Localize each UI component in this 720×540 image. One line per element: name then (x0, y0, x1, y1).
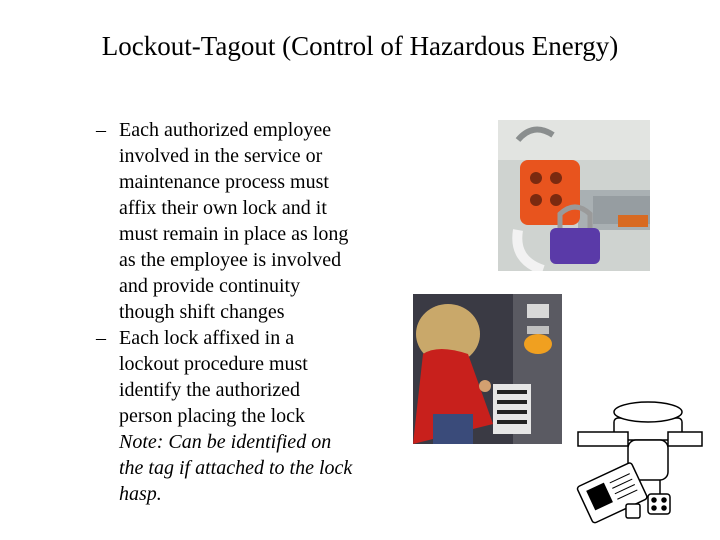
bullet-list (96, 117, 416, 507)
bullet-dash: – (96, 327, 106, 349)
bullet-line: involved in the service or (119, 145, 323, 167)
note-line: the tag if attached to the lock (119, 457, 353, 479)
note-line: Note: Can be identified on (119, 431, 332, 453)
bullet-line: lockout procedure must (119, 353, 308, 375)
note-line: hasp. (119, 483, 162, 505)
bullet-line: Each authorized employee (119, 119, 332, 141)
bullet-line: affix their own lock and it (119, 197, 327, 219)
lockout-hasp-photo (498, 120, 650, 271)
bullet-line: must remain in place as long (119, 223, 349, 245)
bullet-item (96, 325, 416, 429)
bullet-line: identify the authorized (119, 379, 301, 401)
valve-lockout-clipart (570, 396, 708, 526)
bullet-line: and provide continuity (119, 275, 301, 297)
bullet-line: though shift changes (119, 301, 285, 323)
bullet-dash: – (96, 119, 106, 141)
worker-tag-photo (413, 294, 562, 444)
bullet-line: person placing the lock (119, 405, 306, 427)
slide-title: Lockout-Tagout (Control of Hazardous Energy) (101, 31, 619, 61)
bullet-line: as the employee is involved (119, 249, 342, 271)
bullet-line: maintenance process must (119, 171, 329, 193)
note-text (96, 429, 416, 507)
bullet-item (96, 117, 416, 325)
bullet-line: Each lock affixed in a (119, 327, 295, 349)
